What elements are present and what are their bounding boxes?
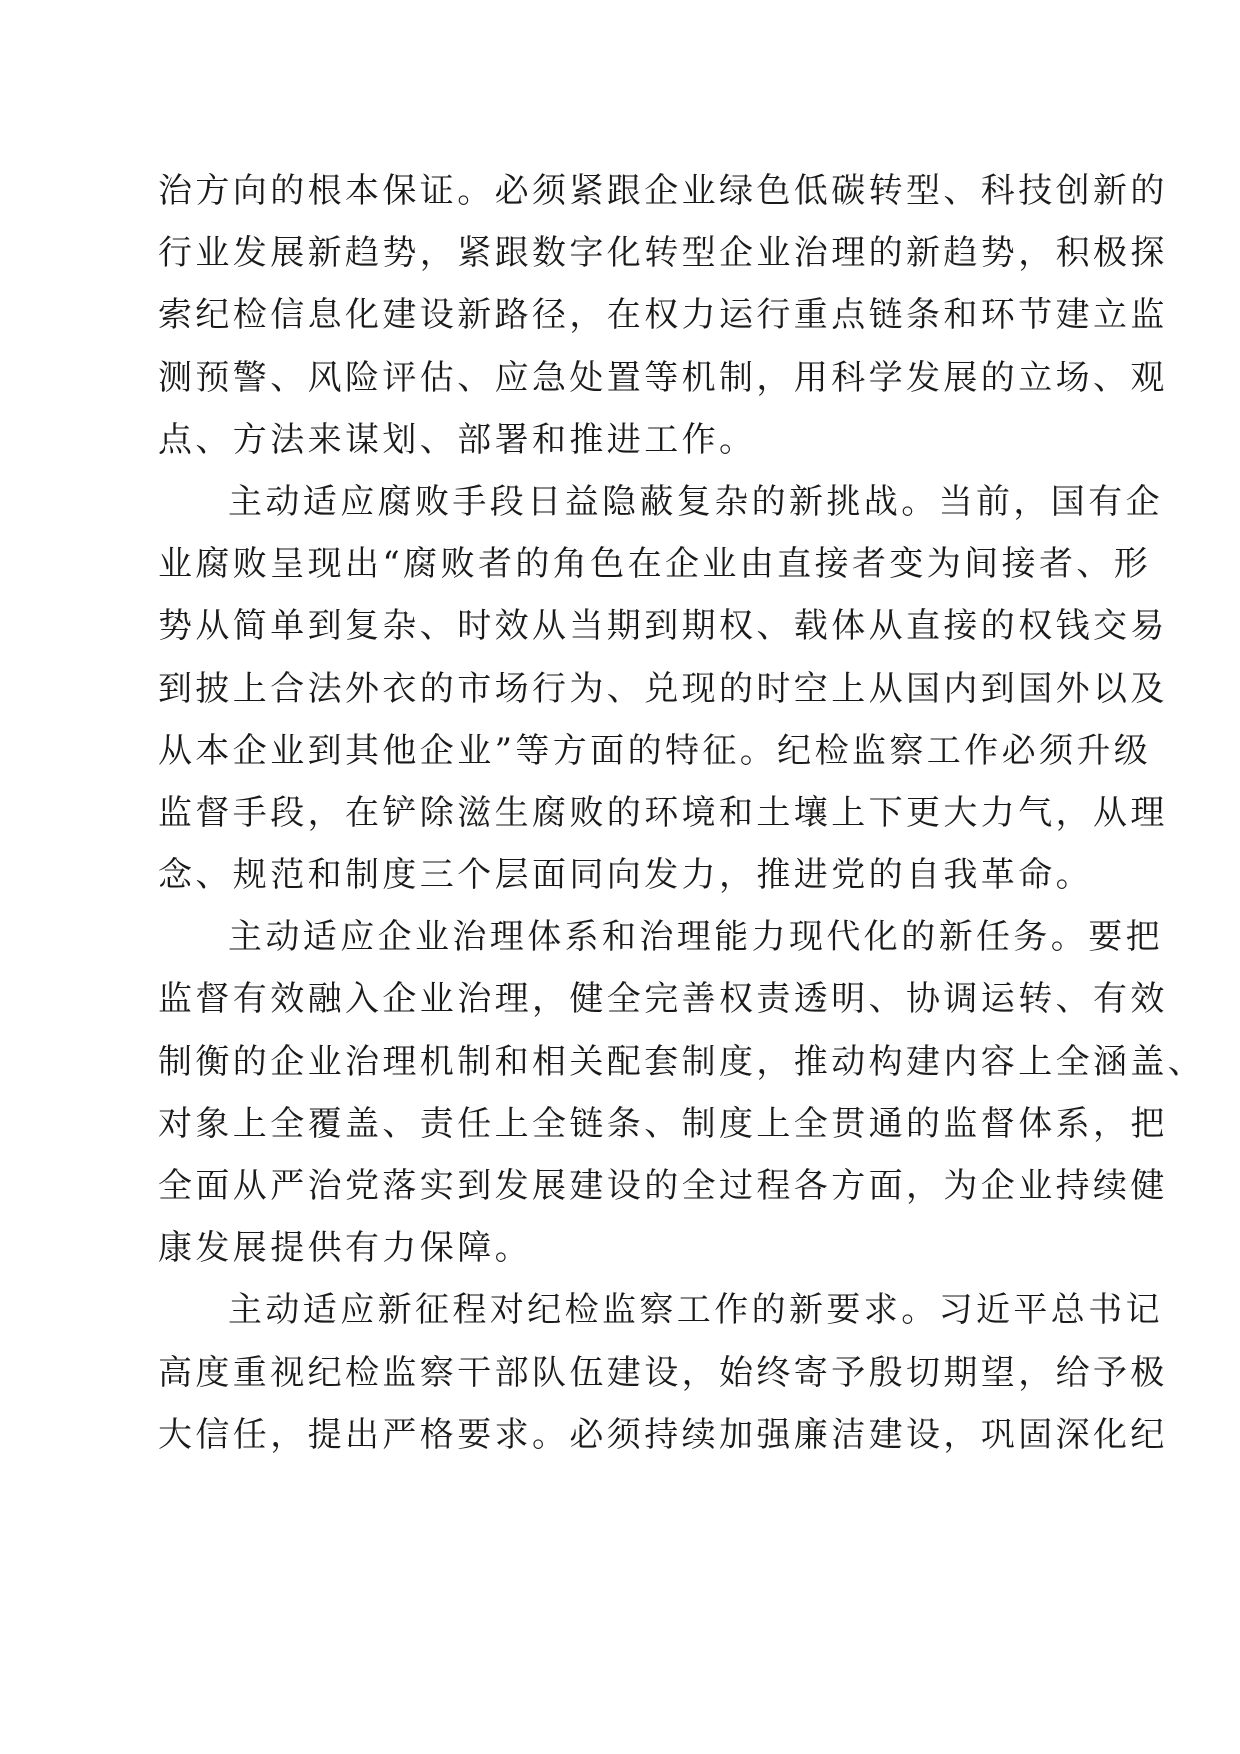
text-line: 治方向的根本保证。必须紧跟企业绿色低碳转型、科技创新的 [158, 171, 1168, 211]
text-line: 对象上全覆盖、责任上全链条、制度上全贯通的监督体系，把 [158, 1103, 1168, 1144]
text-line: 索纪检信息化建设新路径，在权力运行重点链条和环节建立监 [158, 295, 1168, 336]
text-line: 测预警、风险评估、应急处置等机制，用科学发展的立场、观 [158, 357, 1168, 398]
document-body [158, 160, 1206, 1466]
text-line: 从本企业到其他企业”等方面的特征。纪检监察工作必须升级 [158, 730, 1152, 771]
paragraph-1 [158, 160, 1168, 471]
text-line: 主动适应腐败手段日益隐蔽复杂的新挑战。当前，国有企 [228, 481, 1163, 522]
paragraph-3 [158, 906, 1206, 1279]
text-line: 念、规范和制度三个层面同向发力，推进党的自我革命。 [158, 855, 1093, 896]
text-line: 主动适应企业治理体系和治理能力现代化的新任务。要把 [228, 917, 1163, 958]
text-line: 行业发展新趋势，紧跟数字化转型企业治理的新趋势，积极探 [158, 233, 1168, 274]
text-line: 点、方法来谋划、部署和推进工作。 [158, 419, 757, 460]
text-line: 业腐败呈现出“腐败者的角色在企业由直接者变为间接者、形 [158, 544, 1152, 585]
text-line: 监督手段，在铲除滋生腐败的环境和土壤上下更大力气，从理 [158, 792, 1168, 833]
paragraph-4 [158, 1279, 1168, 1466]
text-line: 康发展提供有力保障。 [158, 1228, 532, 1269]
text-line: 到披上合法外衣的市场行为、兑现的时空上从国内到国外以及 [158, 668, 1168, 709]
text-line: 全面从严治党落实到发展建设的全过程各方面，为企业持续健 [158, 1166, 1168, 1206]
text-line: 制衡的企业治理机制和相关配套制度，推动构建内容上全涵盖、 [158, 1041, 1206, 1082]
text-line: 势从简单到复杂、时效从当期到期权、载体从直接的权钱交易 [158, 606, 1168, 647]
paragraph-2 [158, 471, 1168, 906]
text-line: 主动适应新征程对纪检监察工作的新要求。习近平总书记 [228, 1290, 1163, 1331]
text-line: 高度重视纪检监察干部队伍建设，始终寄予殷切期望，给予极 [158, 1352, 1168, 1393]
text-line: 监督有效融入企业治理，健全完善权责透明、协调运转、有效 [158, 979, 1168, 1020]
text-line: 大信任，提出严格要求。必须持续加强廉洁建设，巩固深化纪 [158, 1414, 1168, 1455]
